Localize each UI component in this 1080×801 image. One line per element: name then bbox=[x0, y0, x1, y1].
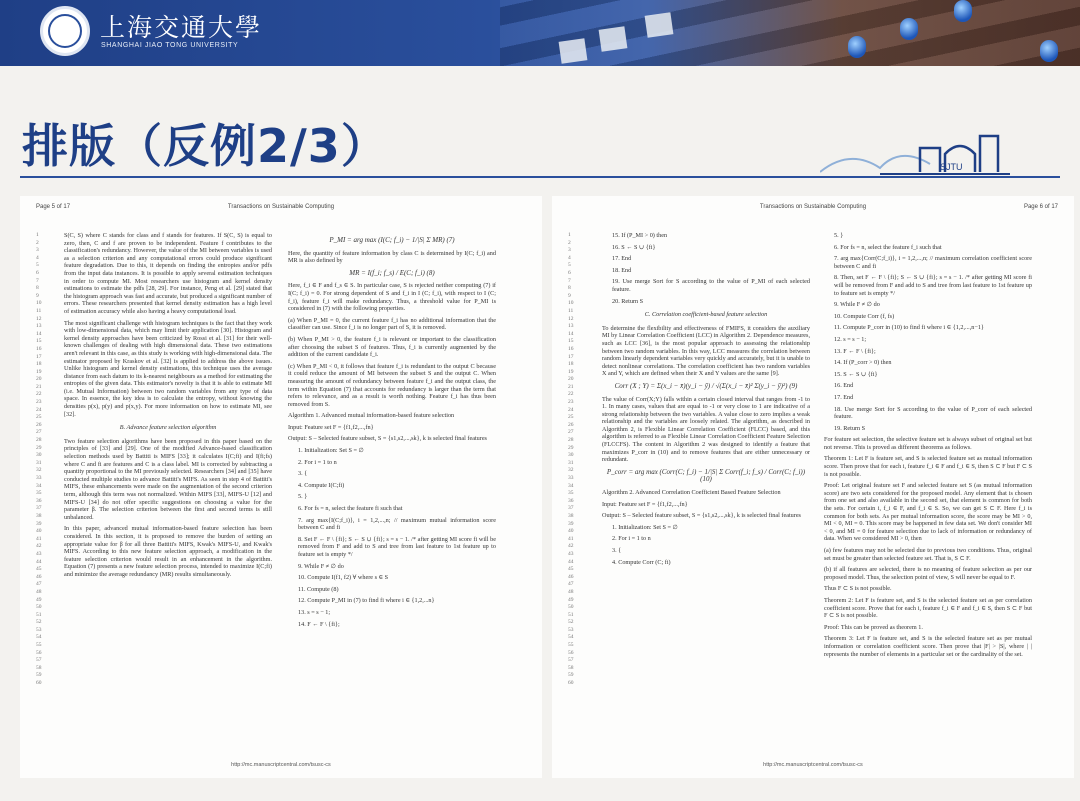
paper-paragraph: 7. arg max{Corr(C;f_i)}, i = 1,2,...,n; // maximum correlation coefficient score between C and fi bbox=[834, 255, 1032, 270]
university-banner bbox=[0, 0, 1080, 66]
paper-paragraph: C. Correlation coefficient-based feature selection bbox=[644, 311, 768, 319]
paper-paragraph: (b) When P_MI > 0, the feature f_i is relevant or important to the classification after choosing the subset S of features. Thus, f_i is currently augmented by the addition of the current candidate f_i. bbox=[288, 335, 496, 359]
banner-decoration bbox=[900, 18, 918, 40]
paper-paragraph: Output: S – Selected feature subset, S = {s1,s2,...,sk}, k is selected final features bbox=[288, 435, 487, 443]
paper-paragraph: Thus F ⊂ S is not possible. bbox=[824, 585, 892, 593]
paper-paragraph: 9. While F ≠ ∅ do bbox=[834, 301, 880, 309]
paper-paragraph: 6. For fs = n, select the feature fi such that bbox=[298, 505, 403, 513]
line-numbers: 1 2 3 4 5 6 7 8 9 10 11 12 13 14 15 16 17 18 19 20 21 22 23 24 25 26 27 28 29 30 31 32 33 34 35 36 37 38 39 40 41 42 43 44 45 46 47 48 49 50 51 52 53 54 55 56 57 58 59 60 bbox=[36, 232, 42, 687]
banner-decoration bbox=[954, 0, 972, 22]
paper-paragraph: For feature set selection, the selective feature set is always subset of original set but not reverse. This is proved as different theorems as follows. bbox=[824, 436, 1032, 451]
paper-paragraph: 4. Compute Corr (C; fi) bbox=[612, 558, 671, 566]
paper-paragraph: 13. s = s − 1; bbox=[298, 608, 331, 616]
sjtu-skyline-logo bbox=[820, 128, 1020, 180]
paper-paragraph: 20. Return S bbox=[612, 297, 644, 305]
page-number-header: Page 5 of 17 bbox=[36, 204, 71, 210]
paper-paragraph: 5. } bbox=[298, 493, 308, 501]
paper-paragraph: 3. { bbox=[298, 470, 308, 478]
page-number-header: Page 6 of 17 bbox=[1023, 204, 1058, 210]
text-column-2 bbox=[288, 232, 496, 632]
paper-paragraph: 4. Compute I(C;fi) bbox=[298, 481, 345, 489]
paper-paragraph: 9. While F ≠ ∅ do bbox=[298, 562, 344, 570]
paper-paragraph: Two feature selection algorithms have been proposed in this paper based on the principles of [33] and [29]. One of the modified Advance-based classification selection methods used by Battiti is MIFS [33]; it calculates I(C;fi) and I(fi;fs) where C and fi are features and C is a class label. MI is corrected by subtracting a quantity proportional to the MI previously selected. Researchers [34] and [35] have conducted multiple studies to advance Battiti's MIFS. As seen in step 4 of Battiti's MIFS, these enhancements were made on the augmentation of the second criterion term, although this term was not normalized. Within MIFS [33], MIFS-U [12] and MIFS-U [34] do not offer specific suggestions on choosing a value for the parameter β. The selection criterion between the first and second terms is still unbalanced. bbox=[64, 437, 272, 521]
paper-paragraph: MR = I(f_i; f_s) / E(C; f_i) (8) bbox=[349, 268, 435, 277]
paper-paragraph: 18. Use merge Sort for S according to the value of P_corr of each selected feature. bbox=[834, 405, 1032, 421]
journal-header: Transactions on Sustainable Computing bbox=[227, 204, 335, 210]
paper-paragraph: 19. Use merge Sort for S according to the value of P_MI of each selected feature. bbox=[612, 278, 810, 293]
paper-paragraph: 8. Set F ← F \ {fi}; S ← S ∪ {fi}; s = s − 1. /* after getting MI score fi will be removed from F and add to S and tree from last feature to 1st feature up to feature set is empty */ bbox=[298, 535, 496, 558]
text-column-2 bbox=[824, 232, 1032, 662]
paper-paragraph: Corr (X ; Y) = Σ(x_i − x̄)(y_i − ȳ) / √(Σ(x_i − x̄)² Σ(y_i − ȳ)²) (9) bbox=[614, 381, 798, 390]
paper-paragraph: 2. For i = 1 to n bbox=[298, 458, 337, 466]
text-column-1 bbox=[602, 232, 810, 570]
title-divider bbox=[20, 176, 1060, 178]
paper-paragraph: 10. Compute Corr (f, fs) bbox=[834, 312, 895, 320]
paper-paragraph: Proof: Let original feature set F and selected feature set S (as mutual information score) are two sets considered for the proposed model. Any element that is chosen from one set and also available in the second set, that element is common for both the sets. For certain i, f_i ∈ F, and f_i ∈ S. So, we can get S ⊂ F. Here f_i is common for both sets. As per mutual information score, the score may be MI > 0, MI < 0, MI = 0. This score may be happened in few data set. We don't consider MI < 0, and MI = 0 for feature selection due to lack of information or redundancy of data. When we considered MI > 0, then bbox=[824, 482, 1032, 543]
paper-paragraph: The most significant challenge with histogram techniques is the fact that they work with low-dimensional data, which may limit their application [30]. Histogram and kernel density approaches have been criticized by Rossi et al. [31] for their well-known challenges of dealing with high dimensional data. These two estimations aren't relevant in this case, as this study is working with high-dimensional data. The estimator proposed by Kraskov et al. [32] is applied to address the above issues. Unlike histogram and kernel density estimations, this technique uses the average distance from each datum to its k-nearest neighbours as a method for estimating the entropies of the given data. This estimator's novelty is that it is able to estimate MI (i.e. Mutual Information) between two random variables from any type of data space. In essence, the key idea is to calculate the entropy, without knowing the densities p(x), p(y) and p(x,y). For more information on how to estimate MI, see [32]. bbox=[64, 319, 272, 418]
paper-paragraph: 15. S ← S ∪ {fi} bbox=[834, 370, 878, 378]
paper-page-left bbox=[20, 196, 542, 778]
paper-paragraph: 11. Compute P_corr in (10) to find fi where i ∈ {1,2,...,n−1} bbox=[834, 324, 984, 332]
text-column-1 bbox=[64, 232, 272, 583]
page-footer-url: http://mc.manuscriptcentral.com/tsusc-cs bbox=[231, 762, 331, 769]
paper-paragraph: Theorem 1: Let F is feature set, and S is selected feature set as mutual information score. Then prove that for each i, feature f_i ∈ F and f_i ∈ S, then S ⊂ F but F ⊂ S is not possible. bbox=[824, 455, 1032, 478]
paper-paragraph: 12. Compute P_MI in (7) to find fi where i ∈ {1,2,...n} bbox=[298, 597, 435, 605]
paper-paragraph: 16. End bbox=[834, 382, 854, 390]
paper-paragraph: Input: Feature set F = {f1,f2,...,fn} bbox=[602, 500, 688, 508]
paper-paragraph: Algorithm 2. Advanced Correlation Coefficient Based Feature Selection bbox=[602, 489, 781, 497]
paper-paragraph: (a) When P_MI = 0, the current feature f_i has no additional information that the classifier can use. Since f_i is no longer part of S, it is removed. bbox=[288, 316, 496, 332]
paper-paragraph: 17. End bbox=[834, 393, 854, 401]
paper-paragraph: Here, the quantity of feature information by class C is determined by I(C; f_i) and MR is also defined by bbox=[288, 249, 496, 265]
paper-paragraph: 8. Then, set F ← F \ {fi}; S ← S ∪ {fi}; s = s − 1. /* after getting MI score fi will be removed from F and add to S and tree from last feature to 1st feature up to feature set is empty */ bbox=[834, 274, 1032, 297]
paper-paragraph: Input: Feature set F = {f1,f2,...,fn} bbox=[288, 423, 374, 431]
paper-paragraph: 5. } bbox=[834, 232, 844, 239]
paper-paragraph: 18. End bbox=[612, 266, 632, 274]
page-footer-url: http://mc.manuscriptcentral.com/tsusc-cs bbox=[763, 762, 863, 769]
banner-decoration bbox=[645, 12, 674, 37]
paper-paragraph: Algorithm 1. Advanced mutual information-based feature selection bbox=[288, 412, 455, 420]
paper-paragraph: 10. Compute I(f1, f2) ∀ where s ∈ S bbox=[298, 574, 389, 582]
paper-page-right bbox=[552, 196, 1074, 778]
university-name-en: SHANGHAI JIAO TONG UNIVERSITY bbox=[101, 42, 239, 49]
paper-paragraph: 7. arg max{I(C;f_i)}, i = 1,2,...,n; // maximum mutual information score between C and fi bbox=[298, 516, 496, 532]
paper-paragraph: The value of Corr(X;Y) falls within a certain closed interval that ranges from -1 to 1. In many cases, values that are equal to -1 or very close to 1 are indicative of a strong relationship between the two variables. A value close to zero implies a weak relationship and the variables are loosely related. The algorithm, as described in Algorithm 2, is Flexible Linear Correlation Coefficient (FLCC) based, and this algorithm is referred to as Flexible Linear Correlation Coefficient Feature Selection (FLCCFS). The content in Algorithm 2 was designed to identify a feature that maximizes P_corr in (10) and to remove features that are either unnecessary or redundant. bbox=[602, 395, 810, 464]
paper-paragraph: P_corr = arg max (Corr(C; f_i) − 1/|S| Σ Corr(f_i; f_s) / Corr(C; f_i)) (10) bbox=[606, 467, 806, 484]
paper-paragraph: 19. Return S bbox=[834, 424, 866, 432]
banner-background-photo bbox=[500, 0, 1080, 66]
paper-paragraph: Output: S – Selected feature subset, S = {s1,s2,...,sk}, k is selected final features bbox=[602, 512, 801, 520]
paper-paragraph: Here, f_i ∈ F and f_s ∈ S. In particular case, S is rejected neither computing (7) if I(C; f_i) = 0. For strong dependent of S and f_i in I (C; f_i), with respect to I (C; f_i), feature f_i will make redundancy. Thus, a threshold value for P_MI is considered in (7) with the following properties. bbox=[288, 282, 496, 313]
paper-paragraph: 13. F ← F \ {fi}; bbox=[834, 347, 876, 355]
journal-header: Transactions on Sustainable Computing bbox=[759, 204, 867, 210]
paper-paragraph: 11. Compute (8) bbox=[298, 585, 339, 593]
paper-paragraph: Theorem 2: Let F is feature set, and S is the selected feature set as per correlation coefficient score. Prove that for each i, feature f_i ∈ F and f_i ∈ S, then S ⊂ F but F ⊂ S is not possible. bbox=[824, 596, 1032, 620]
slide-title: 排版（反例2/3） bbox=[22, 119, 388, 173]
paper-paragraph: Proof: This can be proved as theorem 1. bbox=[824, 623, 923, 631]
paper-paragraph: S(C, S) where C stands for class and f stands for features. If S(C, S) is equal to zero, then, C and f are proven to be independent. Feature f contributes to the classification's redundancy. However, the value of the MI between variables is used as a selection criterion and any computational errors could produce significant feature degradation. Due to this, it depends on finding the entropies and/or pdfs from the input data instances. It is possible to apply several estimation techniques in order to compute MI. Most researchers use histogram and kernel density estimations to estimate the pdfs [28, 29]. For instance, Peng et al. [29] stated that the histogram approach was fast and accurate, but produced a significant number of errors. These researchers presented that kernel density estimation has a high level of estimation accuracy while also having a heavy computational load. bbox=[64, 232, 272, 315]
banner-decoration bbox=[848, 36, 866, 58]
paper-paragraph: To determine the flexibility and effectiveness of FMIFS, it considers the auxiliary MI by Linear Correlation Coefficient (LCC) in Algorithm 2. Dependence measures, such as LCC [36], is the most popular approach to assessing the relationship between two random variables. In this way, LCC measures the correlation between random linearly dependent variables very quickly and accurately, but it is unable to detect nonlinear correlations. The correlation coefficient has two random variables X and Y, which are defined when their X and Y values are the same [9]. bbox=[602, 324, 810, 378]
paper-paragraph: (a) few features may not be selected due to previous two conditions. Thus, original set must be greater than selected feature set. That is, S ⊂ F. bbox=[824, 547, 1032, 562]
paper-paragraph: 2. For i = 1 to n bbox=[612, 535, 651, 543]
paper-paragraph: (c) When P_MI < 0, it follows that feature f_i is redundant to the output C because it could reduce the amount of MI between the subset S and the output C. When measuring the amount of redundancy between feature f_i and the output class, the term within Equation (7) that accounts for redundancy is larger than the term that refers to relevance, and as a result is worth nothing. Feature f_i has thus been removed from S. bbox=[288, 362, 496, 408]
paper-paragraph: In this paper, advanced mutual information-based feature selection has been considered. In this section, it is proposed to remove the burden of setting an appropriate value for β for all three Battiti's MIFS, Kwak's MIFS-U, and Kwak's MIFS. According to this new feature selection approach, a modification in the feature selection criterion would result in an enhancement in the algorithm. Equation (7) presents a new feature selection process, intended to maximize I(C;fi) and minimize the average redundancy (MR) results simultaneously. bbox=[64, 525, 272, 578]
paper-paragraph: B. Advance feature selection algorithm bbox=[119, 424, 217, 432]
university-logo bbox=[40, 6, 90, 56]
sjtu-mark: SJTU bbox=[940, 162, 963, 172]
paper-paragraph: Theorem 3: Let F is feature set, and S is the selected feature set as per mutual information or correlation coefficient score. Then prove that |F| > |S|, where | | represents the number of elements in a particular set or the cardinality of the set. bbox=[824, 635, 1032, 658]
paper-paragraph: 12. s = s − 1; bbox=[834, 335, 867, 343]
paper-paragraph: 3. { bbox=[612, 547, 622, 554]
paper-paragraph: 17. End bbox=[612, 255, 632, 263]
paper-paragraph: 6. For fs = n, select the feature f_i such that bbox=[834, 243, 942, 251]
paper-paragraph: 15. If (P_MI > 0) then bbox=[612, 232, 668, 239]
paper-paragraph: P_MI = arg max (I(C; f_i) − 1/|S| Σ MR) (7) bbox=[329, 236, 455, 244]
paper-paragraph: 1. Initialization: Set S = ∅ bbox=[298, 447, 364, 455]
paper-paragraph: 14. If (P_corr > 0) then bbox=[834, 359, 892, 367]
banner-decoration bbox=[1040, 40, 1058, 62]
banner-decoration bbox=[599, 26, 628, 51]
paper-paragraph: 1. Initialization: Set S = ∅ bbox=[612, 523, 678, 531]
banner-decoration bbox=[559, 38, 588, 63]
line-numbers: 1 2 3 4 5 6 7 8 9 10 11 12 13 14 15 16 17 18 19 20 21 22 23 24 25 26 27 28 29 30 31 32 33 34 35 36 37 38 39 40 41 42 43 44 45 46 47 48 49 50 51 52 53 54 55 56 57 58 59 60 bbox=[568, 232, 574, 687]
paper-paragraph: 14. F ← F \ {fi}; bbox=[298, 620, 340, 628]
university-name-cn: 上海交通大學 bbox=[100, 13, 263, 42]
paper-paragraph: (b) if all features are selected, there is no meaning of feature selection as per our proposed model. Thus, the selection point of view, S will never be equal to F. bbox=[824, 566, 1032, 581]
paper-paragraph: 16. S ← S ∪ {fi} bbox=[612, 243, 656, 251]
